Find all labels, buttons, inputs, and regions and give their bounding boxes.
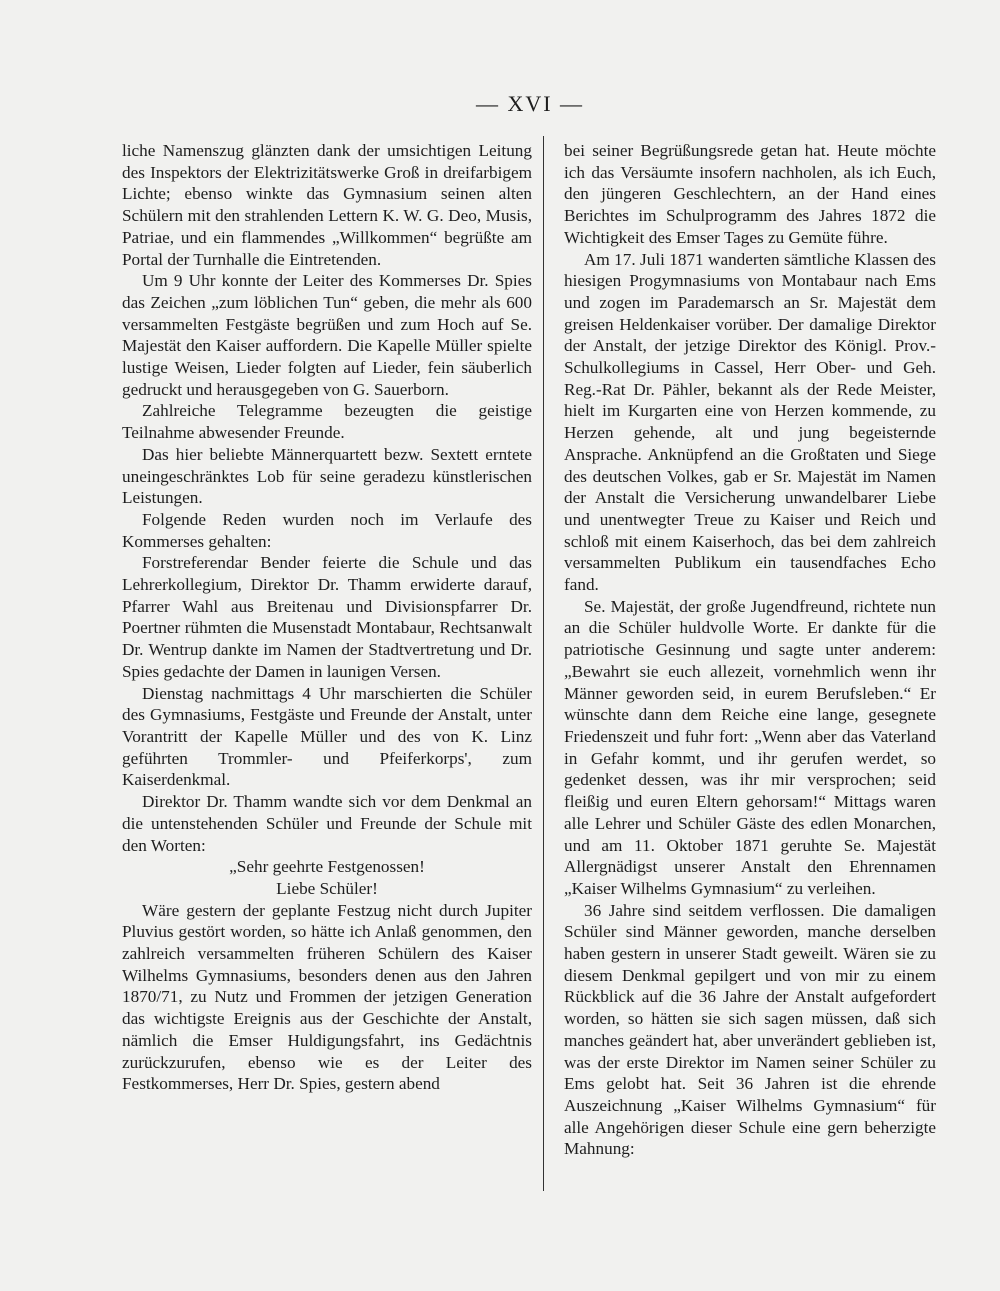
paragraph: Forstreferendar Bender feierte die Schule und das Lehrerkollegium, Direktor Dr. Thamm erwiderte darauf, Pfarrer Wahl aus Breitenau und Divisionspfarrer Dr. Poertner rühmten die Musenstadt Montabaur, Rechtsanwalt Dr. Wentrup dankte im Namen der Stadtvertretung und Dr. Spies gedachte der Damen in launigen Versen.: [122, 553, 532, 681]
left-column: [122, 140, 532, 1095]
paragraph: liche Namenszug glänzten dank der umsichtigen Leitung des Inspektors der Elektrizitätswerke Groß in dreifarbigem Lichte; ebenso winkte das Gymnasium seinen alten Schülern mit den strahlenden Lettern K. W. G. Deo, Musis, Patriae, und ein flammendes „Willkommen“ begrüßte am Portal der Turnhalle die Eintretenden.: [122, 141, 532, 269]
right-column: [564, 140, 936, 1160]
paragraph: Se. Majestät, der große Jugendfreund, richtete nun an die Schüler huldvolle Worte. Er dankte für die patriotische Gesinnung und sagte unter anderem: „Bewahrt sie euch allezeit, vornehmlich wenn ihr Männer geworden seid, in eurem Berufsleben.“ Er wünschte dann dem Reiche eine lange, gesegnete Friedenszeit und fuhr fort: „Wenn aber das Vaterland in Gefahr kommt, und ihr gerufen werdet, so gedenket dessen, was ihr mir versprochen; seid fleißig und euren Eltern gehorsam!“ Mittags waren alle Lehrer und Schüler Gäste des edlen Monarchen, und am 11. Oktober 1871 geruhte Se. Majestät Allergnädigst unserer Anstalt den Ehrennamen „Kaiser Wilhelms Gymnasium“ zu verleihen.: [564, 596, 936, 898]
paragraph: bei seiner Begrüßungsrede getan hat. Heute möchte ich das Versäumte insofern nachholen, als ich Euch, den jüngeren Geschlechtern, an der Hand eines Berichtes im Schulprogramm des Jahres 1872 die Wichtigkeit des Emser Tages zu Gemüte führe.: [564, 141, 936, 247]
paragraph: Folgende Reden wurden noch im Verlaufe des Kommerses gehalten:: [122, 509, 532, 551]
paragraph: 36 Jahre sind seitdem verflossen. Die damaligen Schüler sind Männer geworden, manche derselben haben gestern in unserer Stadt geweilt. Wären sie zu diesem Denkmal gepilgert und von mir zu einem Rückblick auf die 36 Jahre der Anstalt aufgefordert worden, so hätten sie sich sagen müssen, daß sich manches geändert hat, aber unverändert geblieben ist, was der erste Direktor im Namen seiner Schüler zu Ems gelobt hat. Seit 36 Jahren ist die ehrende Auszeichnung „Kaiser Wilhelms Gymnasium“ für alle Angehörigen dieser Schule eine gern beherzigte Mahnung:: [564, 900, 936, 1159]
salutation: „Sehr geehrte Festgenossen!: [229, 857, 425, 877]
column-divider: [543, 136, 544, 1191]
page-number: — XVI —: [475, 91, 585, 116]
paragraph: Wäre gestern der geplante Festzug nicht durch Jupiter Pluvius gestört worden, so hätte ich Anlaß genommen, den zahlreich versammelten früheren Schülern des Kaiser Wilhelms Gymnasiums, besonders denen aus den Jahren 1870/71, zu Nutz und Frommen der jetzigen Generation das wichtigste Ereignis aus der Geschichte der Anstalt, nämlich die Emser Huldigungsfahrt, ins Gedächtnis zurückzurufen, ebenso wie es der Leiter des Festkommerses, Herr Dr. Spies, gestern abend: [122, 900, 532, 1094]
paragraph: Am 17. Juli 1871 wanderten sämtliche Klassen des hiesigen Progymnasiums von Montabaur nach Ems und zogen im Parademarsch an Sr. Majestät dem greisen Heldenkaiser vorüber. Der damalige Direktor der Anstalt, der jetzige Direktor des Königl. Prov.-Schulkollegiums in Cassel, Herr Ober- und Geh. Reg.-Rat Dr. Pähler, bekannt als der Rede Meister, hielt im Kurgarten eine von Herzen kommende, zu Herzen gehende, alt und jung begeisternde Ansprache. Anknüpfend an die Großtaten und Siege des deutschen Volkes, gab er Sr. Majestät im Namen der Anstalt die Versicherung unwandelbarer Liebe und unentwegter Treue zu Kaiser und Reich und schloß mit einem Kaiserhoch, das bei dem zahlreich versammelten Publikum ein tausendfaches Echo fand.: [564, 249, 936, 595]
paragraph: Direktor Dr. Thamm wandte sich vor dem Denkmal an die untenstehenden Schüler und Freunde der Schule mit den Worten:: [122, 792, 532, 855]
paragraph: Um 9 Uhr konnte der Leiter des Kommerses Dr. Spies das Zeichen „zum löblichen Tun“ geben, die mehr als 600 versammelten Festgäste begrüßen und zum Hoch auf Se. Majestät den Kaiser auffordern. Die Kapelle Müller spielte lustige Weisen, Lieder folgten auf Lieder, fein säuberlich gedruckt und herausgegeben von G. Sauerborn.: [122, 271, 532, 399]
paragraph: Dienstag nachmittags 4 Uhr marschierten die Schüler des Gymnasiums, Festgäste und Freunde der Anstalt, unter Vorantritt der Kapelle Müller und des von K. Linz geführten Trommler- und Pfeiferkorps', zum Kaiserdenkmal.: [122, 683, 532, 790]
paragraph: Zahlreiche Telegramme bezeugten die geistige Teilnahme abwesender Freunde.: [122, 401, 532, 443]
paragraph: Das hier beliebte Männerquartett bezw. Sextett erntete uneingeschränktes Lob für seine geradezu künstlerischen Leistungen.: [122, 444, 532, 508]
salutation: Liebe Schüler!: [276, 878, 378, 898]
